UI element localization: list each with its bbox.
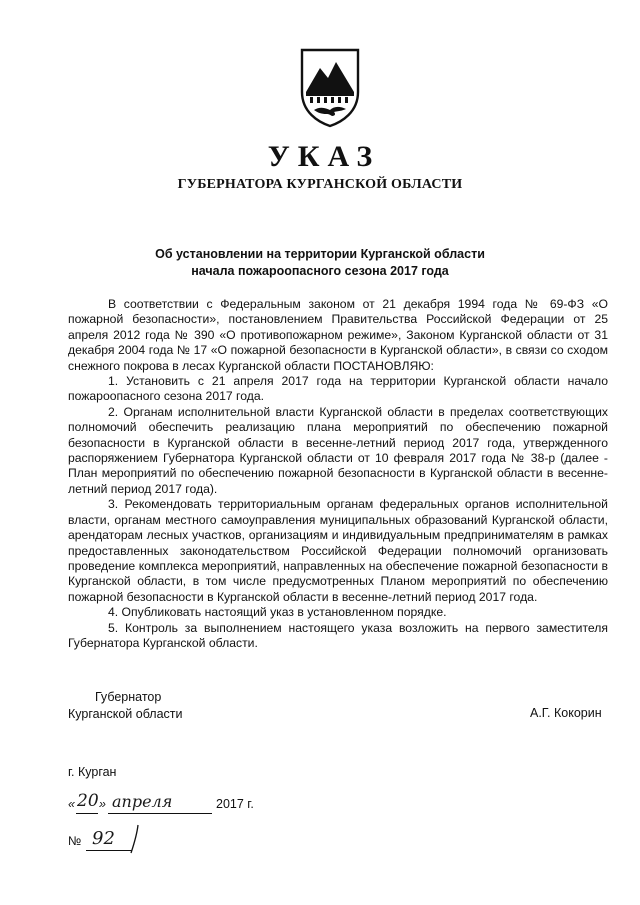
decree-heading — [0, 246, 640, 280]
date-day-line — [76, 813, 98, 814]
date-open-quote: « — [68, 797, 75, 811]
paragraph-item-2: 2. Органам исполнительной власти Курганской области в пределах соответствующих полномочий обеспечить реализацию плана мероприятий по обеспечению пожарной безопасности в Курганской области в весенне-летний период 2017 года, утвержденного распоряжением Губернатора Курганской области от 10 февраля 2017 года № 38-р (далее - План мероприятий по обеспечению пожарной безопасности в Курганской области в весенне-летний период 2017 года). — [68, 404, 608, 496]
signatory-position — [68, 689, 183, 723]
handwritten-stroke-icon — [128, 824, 142, 854]
document-title: УКАЗ — [267, 140, 381, 173]
decree-number — [68, 830, 188, 856]
date-year: 2017 г. — [216, 797, 254, 811]
paragraph-item-4: 4. Опубликовать настоящий указ в установленном порядке. — [108, 605, 447, 620]
date-day-handwritten: 20 — [77, 791, 99, 811]
issue-date — [68, 791, 328, 819]
paragraph-preamble: В соответствии с Федеральным законом от 21 декабря 1994 года № 69-ФЗ «О пожарной безопасности», постановлением Правительства Российской Федерации от 25 апреля 2012 года № 390 «О противопожарном режиме», Законом Курганской области от 31 декабря 2004 года № 17 «О пожарной безопасности в Курганской области», в связи со сходом снежного покрова в лесах Курганской области ПОСТАНОВЛЯЮ: — [68, 297, 608, 373]
signatory-position-line-2: Курганской области — [68, 707, 183, 721]
place-of-issue: г. Курган — [68, 765, 117, 779]
number-handwritten: 92 — [92, 828, 115, 849]
paragraph-item-5: 5. Контроль за выполнением настоящего указа возложить на первого заместителя Губернатора Курганской области. — [68, 620, 608, 650]
paragraph-item-1: 1. Установить с 21 апреля 2017 года на территории Курганской области начало пожароопасного сезона 2017 года. — [68, 374, 608, 404]
document-subtitle: ГУБЕРНАТОРА КУРГАНСКОЙ ОБЛАСТИ — [177, 177, 463, 192]
heading-line-2: начала пожароопасного сезона 2017 года — [191, 264, 449, 278]
date-close-quote: » — [99, 797, 106, 811]
decree-body — [68, 297, 608, 651]
number-sign: № — [68, 834, 82, 848]
coat-of-arms-icon — [298, 48, 362, 128]
signatory-position-line-1: Губернатор — [95, 690, 162, 704]
number-line — [86, 850, 132, 851]
heading-line-1: Об установлении на территории Курганской области — [155, 247, 485, 261]
signatory-name: А.Г. Кокорин — [530, 706, 602, 720]
paragraph-item-3: 3. Рекомендовать территориальным органам федеральных органов исполнительной власти, органам местного самоуправления муниципальных образований Курганской области, арендаторам лесных участков, организациям и индивидуальным предпринимателям в рамках предоставленных законодательством Российской Федерации полномочий организовать проведение комплекса мероприятий, направленных на обеспечение пожарной безопасности в Курганской области, в том числе предусмотренных Планом мероприятий по обеспечению пожарной безопасности в Курганской области в весенне-летний период 2017 года. — [68, 497, 608, 604]
date-month-line — [108, 813, 212, 814]
date-month-handwritten: апреля — [112, 792, 173, 811]
